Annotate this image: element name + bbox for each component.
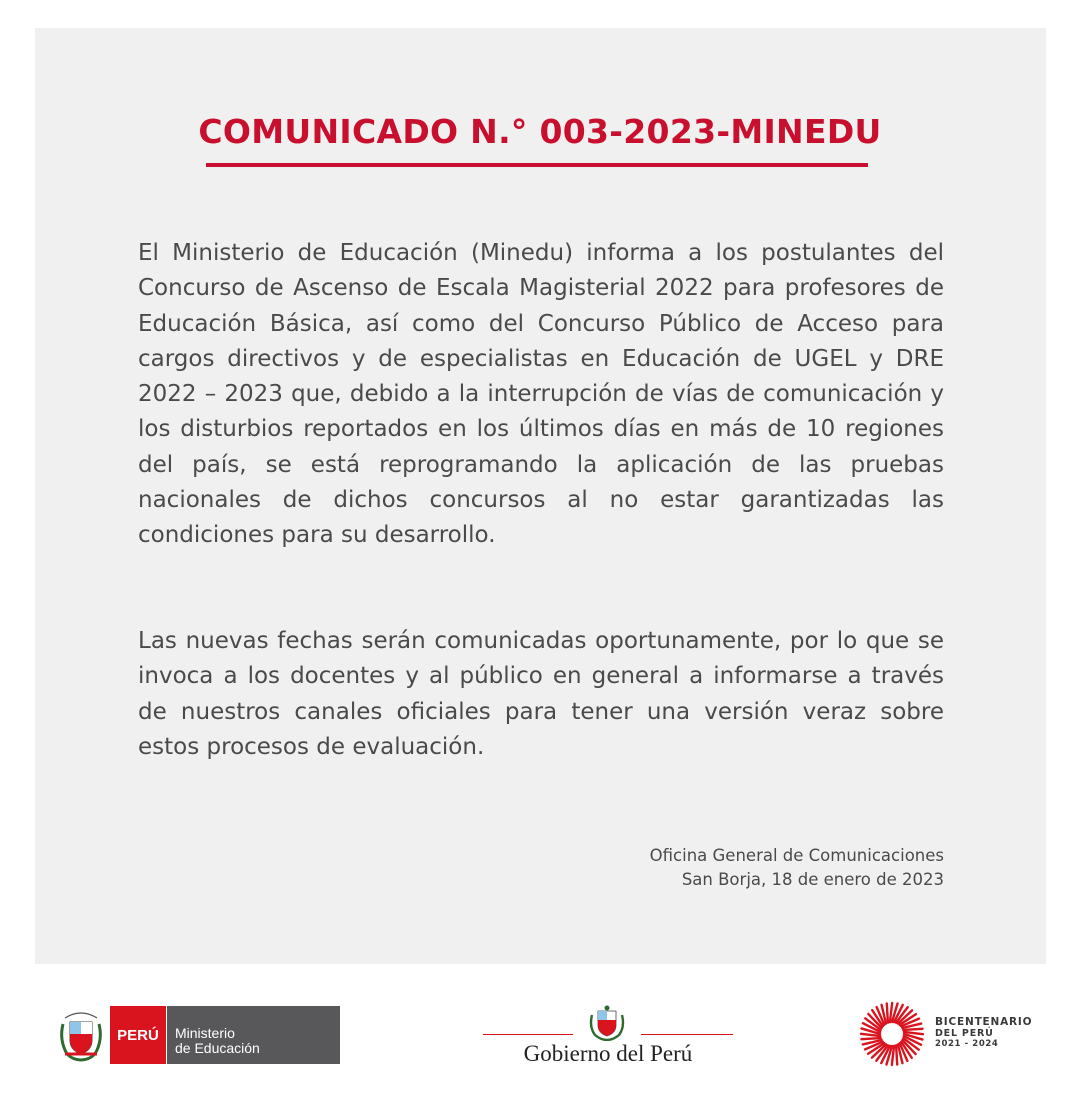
gobierno-rule-right bbox=[641, 1034, 733, 1035]
signature-office: Oficina General de Comunicaciones bbox=[649, 846, 944, 865]
ministry-name-box bbox=[166, 1006, 340, 1064]
coat-of-arms-icon bbox=[587, 1005, 627, 1041]
ministry-name-line1: Ministerio bbox=[175, 1025, 235, 1041]
signature-place-date: San Borja, 18 de enero de 2023 bbox=[681, 870, 944, 889]
bicentenario-logo bbox=[858, 1000, 1038, 1068]
communique-title: COMUNICADO N.° 003-2023-MINEDU bbox=[198, 112, 882, 151]
sunburst-ray bbox=[896, 1045, 897, 1064]
sunburst-ray bbox=[861, 1038, 880, 1039]
gobierno-text: Gobierno del Perú bbox=[523, 1041, 693, 1066]
bicentenario-line3: 2021 - 2024 bbox=[935, 1039, 999, 1049]
body-paragraph-2: Las nuevas fechas serán comunicadas oportunamente, por lo que se invoca a los docentes y al público en general a informarse a través de nuestros canales oficiales para tener una versión veraz sobre estos procesos de evaluación. bbox=[138, 628, 944, 760]
bicentenario-text bbox=[935, 1017, 1032, 1050]
peru-label-box: PERÚ bbox=[110, 1006, 166, 1064]
ministry-name-line2: de Educación bbox=[175, 1040, 260, 1056]
signature-block bbox=[650, 844, 944, 892]
sunburst-ray bbox=[887, 1003, 888, 1022]
bicentenario-line1: BICENTENARIO bbox=[935, 1016, 1033, 1028]
bicentenario-line2: DEL PERÚ bbox=[935, 1028, 994, 1039]
sunburst-ray bbox=[903, 1029, 922, 1030]
sunburst-icon bbox=[858, 1000, 926, 1068]
coat-of-arms-icon bbox=[57, 1010, 105, 1062]
gobierno-rule-left bbox=[483, 1034, 573, 1035]
title-underline bbox=[206, 163, 868, 167]
gobierno-logo bbox=[483, 1003, 733, 1075]
body-paragraph-1: El Ministerio de Educación (Minedu) informa a los postulantes del Concurso de Ascenso de Escala Magisterial 2022 para profesores de Educación Básica, así como del Concurso Público de Acceso para cargos directivos y de especialistas en Educación de UGEL y DRE 2022 – 2023 que, debido a la interrupción de vías de comunicación y los disturbios reportados en los últimos días en más de 10 regiones del país, se está reprogramando la aplicación de las pruebas nacionales de dichos concursos al no estar garantizadas las condiciones para su desarrollo. bbox=[138, 240, 944, 549]
minedu-logo bbox=[57, 1006, 339, 1064]
